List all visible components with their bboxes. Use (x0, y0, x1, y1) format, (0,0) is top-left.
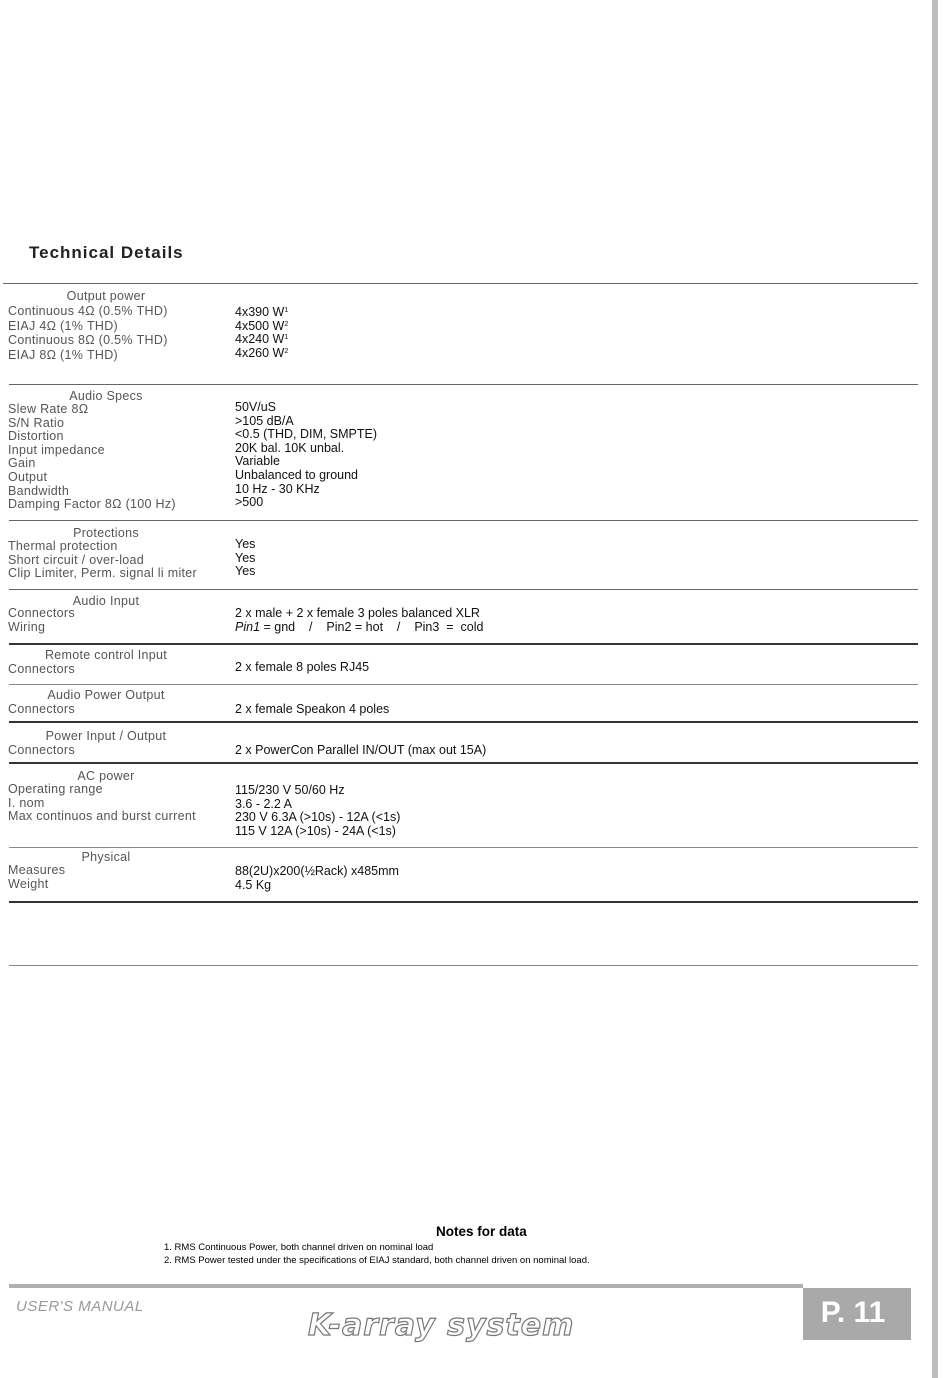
footer-bar (9, 1284, 803, 1288)
section-title-audio-specs: Audio Specs (69, 389, 143, 403)
footnote-ref: 2 (284, 347, 289, 355)
title-divider (3, 283, 918, 284)
spec-value: 2 x female Speakon 4 poles (235, 702, 390, 716)
audio-specs-values (235, 401, 377, 510)
spec-value: 50V/uS (235, 400, 277, 414)
section-title-audio-input: Audio Input (72, 594, 140, 608)
footnote-ref: 2 (284, 320, 289, 328)
manual-label: USER'S MANUAL (16, 1298, 144, 1315)
note-item: 2. RMS Power tested under the specifications of EIAJ standard, both channel driven on nominal load. (164, 1254, 590, 1266)
spec-label: Bandwidth (8, 483, 70, 498)
footnote-ref: 1 (284, 307, 289, 314)
spec-label: Thermal protection (8, 539, 118, 553)
section-divider (9, 520, 918, 521)
section-title-remote-control-input: Remote control Input (44, 648, 168, 662)
spec-label: Continuous 4Ω (0.5% THD) (8, 304, 168, 318)
page-number-box (803, 1288, 911, 1340)
spec-label: Slew Rate 8Ω (8, 402, 89, 416)
audio-power-output-labels (8, 702, 75, 717)
spec-value: 20K bal. 10K unbal. (235, 440, 345, 455)
section-divider (9, 762, 918, 764)
spec-value: 4x390 $W^1$ (235, 305, 289, 319)
spec-value: 230 V 6.3A (>10s) - 12A (<1s) (235, 810, 401, 825)
spec-label: Connectors (8, 743, 75, 757)
spec-value: 115/230 V 50/60 Hz (235, 783, 345, 797)
wiring-value: Pin1 = gnd / Pin2 = hot / Pin3 = cold (235, 619, 484, 634)
spec-value: 115 V 12A (>10s) - 24A (<1s) (235, 823, 396, 838)
section-title-power-input-output: Power Input / Output (45, 729, 167, 743)
power-io-labels (8, 743, 75, 758)
spec-value: Yes (235, 564, 256, 579)
spec-value: 4x260 $W^2$ (235, 345, 289, 360)
spec-label: Connectors (8, 662, 75, 676)
spec-value: 10 Hz - 30 KHz (235, 481, 320, 496)
audio-specs-labels (8, 403, 176, 512)
section-title-ac-power: AC power (77, 769, 135, 783)
page-edge-bar (932, 0, 938, 1378)
spec-label: Wiring (8, 619, 46, 634)
spec-value: 2 x PowerCon Parallel IN/OUT (max out 15A) (235, 743, 487, 757)
spec-value: Yes (235, 537, 256, 551)
protections-values (235, 538, 255, 579)
spec-value: 2 x male + 2 x female 3 poles balanced XLR (235, 606, 480, 620)
section-title-protections: Protections (73, 526, 139, 540)
power-io-values (235, 744, 486, 758)
brand-logo: K-array system (308, 1308, 575, 1343)
notes-title: Notes for data (436, 1224, 527, 1239)
spec-value: <0.5 (THD, DIM, SMPTE) (235, 427, 378, 442)
spec-label: Weight (8, 876, 49, 891)
spec-label: Measures (8, 863, 66, 877)
physical-labels (8, 864, 65, 891)
spec-label: S/N Ratio (8, 415, 65, 430)
audio-input-labels (8, 607, 75, 634)
section-divider (9, 384, 918, 385)
ac-power-values (235, 784, 400, 838)
spec-label: Max continuos and burst current (8, 809, 196, 824)
spec-label: Connectors (8, 702, 75, 716)
section-divider (9, 684, 918, 685)
spec-label: Gain (8, 456, 36, 471)
spec-value: Variable (235, 454, 280, 469)
spec-label: Operating range (8, 782, 103, 796)
spec-label: Clip Limiter, Perm. signal li miter (8, 566, 198, 581)
spec-value: 2 x female 8 poles RJ45 (235, 660, 370, 674)
pin-label: Pin1 (235, 619, 261, 634)
spec-value: 4.5 Kg (235, 877, 272, 892)
section-title-output-power: Output power (66, 289, 146, 303)
audio-input-values (235, 607, 483, 634)
remote-control-labels (8, 662, 75, 677)
section-title-physical: Physical (81, 850, 131, 864)
remote-control-values (235, 661, 369, 675)
pin-label: Pin3 (414, 619, 440, 634)
spec-value: Yes (235, 550, 256, 565)
spec-label: Output (8, 469, 48, 484)
section-divider (9, 643, 918, 645)
pin-label: Pin2 (326, 619, 352, 634)
section-divider (9, 721, 918, 723)
notes-list (164, 1242, 590, 1267)
spec-value: 4x240 $W^1$ (235, 332, 289, 347)
output-power-labels (8, 304, 168, 362)
audio-power-output-values (235, 703, 389, 717)
note-item: 1. RMS Continuous Power, both channel driven on nominal load (164, 1242, 434, 1253)
spec-label: EIAJ 8Ω (1% THD) (8, 347, 118, 362)
spec-value: >105 dB/A (235, 413, 294, 428)
spec-label: Input impedance (8, 442, 105, 457)
spec-value: >500 (235, 495, 264, 510)
section-title-audio-power-output: Audio Power Output (47, 688, 165, 702)
page-number: P. 11 (820, 1296, 886, 1329)
content-end-divider (9, 965, 918, 966)
footnote-ref: 1 (284, 334, 289, 342)
spec-label: Continuous 8Ω (0.5% THD) (8, 333, 168, 348)
output-power-values (235, 306, 288, 360)
spec-value: 4x500 $W^2$ (235, 318, 289, 333)
ac-power-labels (8, 783, 196, 824)
spec-label: Connectors (8, 606, 75, 620)
spec-value: Unbalanced to ground (235, 467, 359, 482)
section-divider (9, 589, 918, 590)
protections-labels (8, 540, 197, 581)
spec-value: 3.6 - 2.2 A (235, 796, 292, 811)
spec-label: Damping Factor 8Ω (100 Hz) (8, 497, 176, 512)
spec-label: Short circuit / over-load (8, 552, 145, 567)
spec-label: Distortion (8, 429, 64, 444)
spec-label: I. nom (8, 795, 45, 810)
section-divider (9, 847, 918, 848)
physical-values (235, 865, 399, 892)
page-title: Technical Details (29, 243, 184, 262)
spec-label: EIAJ 4Ω (1% THD) (8, 318, 118, 333)
spec-value: 88(2U)x200(½Rack) x485mm (235, 864, 399, 878)
section-divider (9, 901, 918, 903)
